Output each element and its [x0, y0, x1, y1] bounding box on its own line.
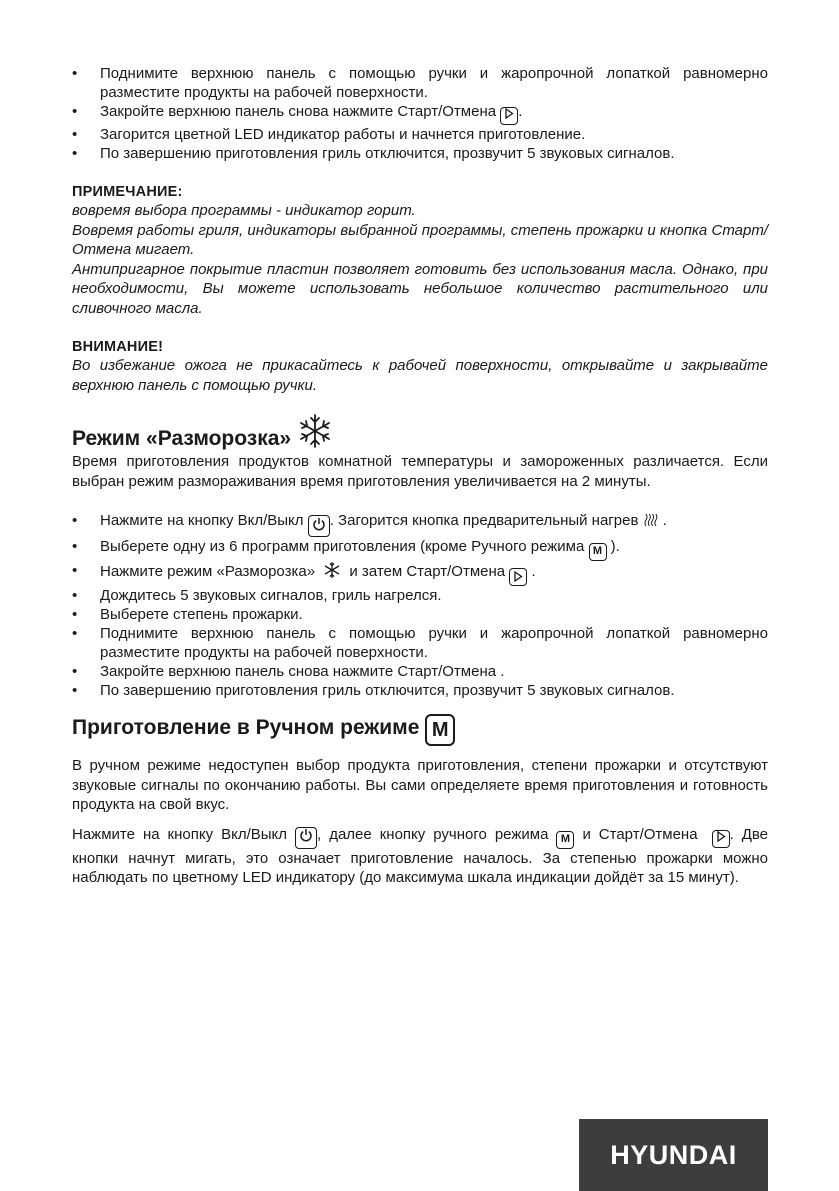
list-item: • Закройте верхнюю панель снова нажмите Старт/Отмена . [72, 662, 768, 681]
defrost-heading: Режим «Разморозка» [72, 413, 768, 452]
note-line: Вовремя работы гриля, индикаторы выбранной программы, степень прожарки и кнопка Старт/Отмена мигает. [72, 221, 768, 258]
list-item: • Выберете одну из 6 программ приготовления (кроме Ручного режима M ). [72, 537, 768, 561]
list-item: • Дождитесь 5 звуковых сигналов, гриль нагрелся. [72, 586, 768, 605]
list-item: • По завершению приготовления гриль отключится, прозвучит 5 звуковых сигналов. [72, 681, 768, 700]
play-button-icon [712, 830, 730, 848]
page-content [72, 64, 768, 888]
list-item: • По завершению приготовления гриль отключится, прозвучит 5 звуковых сигналов. [72, 144, 768, 163]
defrost-intro: Время приготовления продуктов комнатной температуры и замороженных различается. Если выбран режим размораживания время приготовления увеличивается на 2 минуты. [72, 453, 768, 490]
manual-heading: Приготовление в Ручном режиме M [72, 714, 768, 746]
top-bullet-list [72, 64, 768, 163]
note-text [72, 201, 768, 318]
defrost-steps [72, 511, 768, 700]
list-item: • Нажмите режим «Разморозка» и затем Старт/Отмена . [72, 561, 768, 586]
manual-paragraph-1: В ручном режиме недоступен выбор продукта приготовления, степени прожарки и отсутствуют звуковые сигналы по окончанию работы. Вы сами определяете время приготовления и готовность продукта на свой вкус. [72, 757, 768, 813]
play-button-icon [500, 107, 518, 125]
warning-text: Во избежание ожога не прикасайтесь к рабочей поверхности, открывайте и закрывайте верхнюю панель с помощью ручки. [72, 357, 768, 394]
list-item: • Закройте верхнюю панель снова нажмите Старт/Отмена . [72, 102, 768, 125]
note-line: вовремя выбора программы - индикатор горит. [72, 202, 416, 219]
manual-mode-icon: M [425, 714, 455, 746]
play-button-icon [509, 568, 527, 586]
list-item: • Поднимите верхнюю панель с помощью ручки и жаропрочной лопаткой равномерно разместите продукты на рабочей поверхности. [72, 64, 768, 102]
power-button-icon [308, 515, 330, 537]
snowflake-icon [323, 561, 341, 579]
list-item: • Нажмите на кнопку Вкл/Выкл . Загорится кнопка предварительный нагрев . [72, 511, 768, 537]
power-button-icon [295, 827, 317, 849]
list-item: • Поднимите верхнюю панель с помощью ручки и жаропрочной лопаткой равномерно разместите продукты на рабочей поверхности. [72, 624, 768, 662]
list-item: • Выберете степень прожарки. [72, 605, 768, 624]
note-line: Антипригарное покрытие пластин позволяет готовить без использования масла. Однако, при необходимости, Вы можете использовать небольшое количество растительного или сливочного масла. [72, 260, 768, 317]
snowflake-icon [297, 413, 333, 449]
list-item: • Загорится цветной LED индикатор работы и начнется приготовление. [72, 125, 768, 144]
warning-label: ВНИМАНИЕ! [72, 339, 164, 355]
preheat-icon [643, 512, 659, 528]
manual-mode-icon: M [556, 831, 574, 849]
manual-mode-icon: M [589, 543, 607, 561]
brand-logo: HYUNDAI [579, 1119, 768, 1191]
note-label: ПРИМЕЧАНИЕ: [72, 184, 183, 200]
manual-paragraph-2: Нажмите на кнопку Вкл/Выкл , далее кнопку ручного режима M и Старт/Отмена . Две кнопки начнут мигать, это означает приготовление началось. За степенью прожарки можно наблюдать по цветному LED индикатору (до максимума шкала индикации дойдёт за 15 минут). [72, 825, 769, 886]
